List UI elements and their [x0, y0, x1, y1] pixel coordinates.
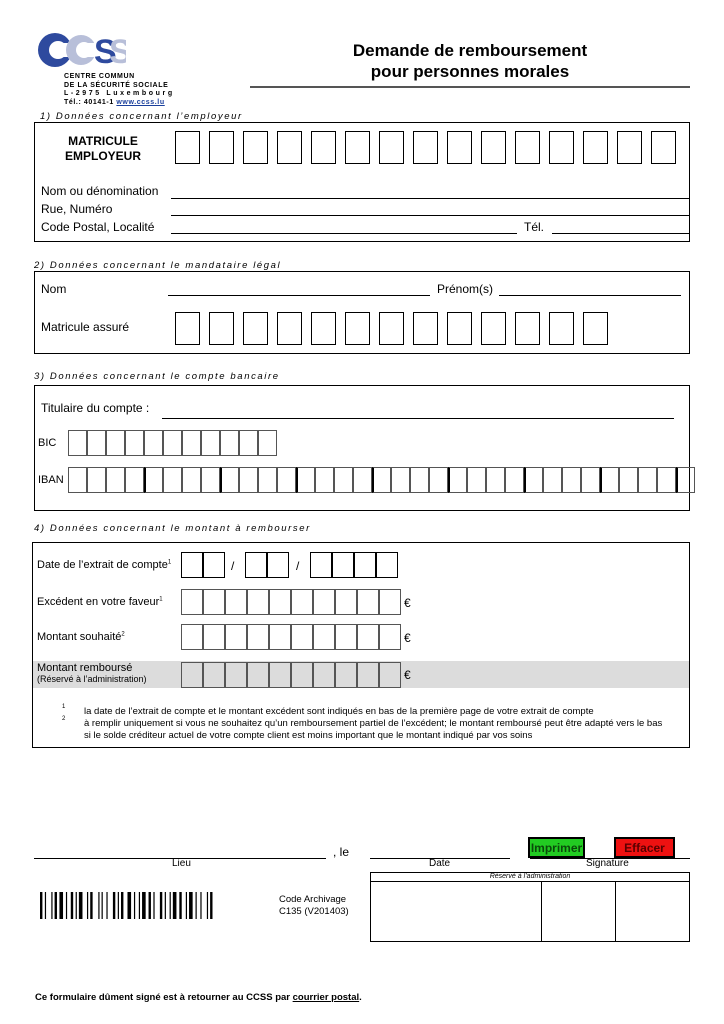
footnote-1: la date de l’extrait de compte et le montant excédent sont indiqués en bas de la première page de votre extrait de compte — [84, 706, 594, 717]
iban-cell[interactable] — [277, 467, 296, 493]
prenom-label: Prénom(s) — [437, 282, 494, 296]
prenom-input[interactable] — [499, 295, 681, 296]
matricule-employeur-cell[interactable] — [583, 131, 608, 164]
barcode-bar — [149, 892, 151, 919]
date-month-cell[interactable] — [245, 552, 267, 578]
excedent-cell[interactable] — [291, 589, 313, 615]
lieu-caption: Lieu — [172, 858, 191, 869]
matricule-assure-label: Matricule assuré — [41, 320, 130, 334]
iban-cell[interactable] — [676, 467, 695, 493]
barcode-bar — [40, 892, 42, 919]
footnote-2-num: 2 — [62, 716, 66, 722]
iban-cell[interactable] — [524, 467, 543, 493]
logo-line-1: CENTRE COMMUN — [64, 73, 135, 80]
matricule-assure-cell[interactable] — [549, 312, 574, 345]
barcode-bar — [71, 892, 73, 919]
date-slash-1: / — [231, 559, 235, 573]
rembourse-cell — [181, 662, 203, 688]
admin-reserved-box — [370, 872, 690, 942]
iban-cell[interactable] — [163, 467, 182, 493]
matricule-employeur-cell[interactable] — [175, 131, 200, 164]
barcode-bar — [79, 892, 83, 919]
matricule-assure-cell[interactable] — [277, 312, 302, 345]
nom-input[interactable] — [168, 295, 430, 296]
barcode-bar — [51, 892, 52, 919]
clear-button[interactable]: Effacer — [614, 837, 675, 858]
footnote-2-line-1: à remplir uniquement si vous ne souhaitez qu’un remboursement partiel de l’excédent; le montant remboursé peut être adapté vers le bas — [84, 718, 663, 729]
matricule-employeur-cell[interactable] — [379, 131, 404, 164]
iban-cell[interactable] — [315, 467, 334, 493]
montant-cell[interactable] — [379, 624, 401, 650]
matricule-assure-cell[interactable] — [345, 312, 370, 345]
barcode-bar — [179, 892, 181, 919]
montant-cell[interactable] — [181, 624, 203, 650]
montant-cell[interactable] — [225, 624, 247, 650]
euro-symbol-2: € — [404, 631, 411, 645]
montant-cell[interactable] — [357, 624, 379, 650]
iban-cell[interactable] — [239, 467, 258, 493]
title-rule — [250, 86, 690, 88]
iban-cell[interactable] — [543, 467, 562, 493]
date-year-cell[interactable] — [354, 552, 376, 578]
archive-code: Code Archivage C135 (V201403) — [279, 894, 349, 917]
tel-input[interactable] — [552, 233, 689, 234]
iban-cell[interactable] — [581, 467, 600, 493]
logo-tel: Tél.: 40141-1 — [64, 98, 114, 106]
matricule-employeur-cell[interactable] — [277, 131, 302, 164]
matricule-assure-cell[interactable] — [515, 312, 540, 345]
excedent-cell[interactable] — [313, 589, 335, 615]
iban-cell[interactable] — [391, 467, 410, 493]
excedent-cell[interactable] — [379, 589, 401, 615]
iban-cell[interactable] — [296, 467, 315, 493]
barcode-bar — [90, 892, 92, 919]
footnote-2-line-2: si le solde créditeur actuel de votre compte client est moins important que le montant indiqué par vos soins — [84, 730, 533, 741]
matricule-assure-cell[interactable] — [379, 312, 404, 345]
section-3-title: 3) Données concernant le compte bancaire — [34, 371, 280, 382]
matricule-employeur-cell[interactable] — [311, 131, 336, 164]
barcode-bar — [55, 892, 57, 919]
rembourse-cell — [291, 662, 313, 688]
excedent-cell[interactable] — [335, 589, 357, 615]
iban-cell[interactable] — [144, 467, 163, 493]
iban-cell[interactable] — [562, 467, 581, 493]
title-line-1: Demande de remboursement — [352, 41, 588, 60]
barcode-bar — [165, 892, 166, 919]
date-label: Date de l’extrait de compte$^1$ — [37, 559, 172, 571]
montant-cell[interactable] — [291, 624, 313, 650]
postal-label: Code Postal, Localité — [41, 220, 155, 234]
barcode-bar — [118, 892, 119, 919]
bic-cell[interactable] — [220, 430, 239, 456]
admin-divider-2 — [615, 881, 616, 942]
bic-cell[interactable] — [87, 430, 106, 456]
iban-cell[interactable] — [258, 467, 277, 493]
date-year-cell[interactable] — [332, 552, 354, 578]
iban-cell[interactable] — [182, 467, 201, 493]
date-month-cell[interactable] — [267, 552, 289, 578]
montant-cell[interactable] — [335, 624, 357, 650]
rembourse-cell — [313, 662, 335, 688]
iban-cell[interactable] — [353, 467, 372, 493]
barcode-bar — [87, 892, 88, 919]
date-caption: Date — [429, 858, 451, 869]
barcode-bar — [66, 892, 67, 919]
matricule-employeur-cell[interactable] — [447, 131, 472, 164]
iban-cell[interactable] — [657, 467, 676, 493]
footer-note: Ce formulaire dûment signé est à retourner au CCSS par courrier postal. — [35, 992, 362, 1003]
holder-input[interactable] — [162, 418, 674, 419]
date-year-cell[interactable] — [376, 552, 398, 578]
barcode-bar — [173, 892, 177, 919]
matricule-employeur-cell[interactable] — [243, 131, 268, 164]
excedent-cell[interactable] — [203, 589, 225, 615]
barcode-bar — [76, 892, 77, 919]
barcode-bar — [207, 892, 208, 919]
logo-line-3: L-2975 Luxembourg — [64, 90, 175, 97]
matricule-assure-cell[interactable] — [413, 312, 438, 345]
section-2-title: 2) Données concernant le mandataire légal — [34, 260, 282, 271]
montant-cell[interactable] — [247, 624, 269, 650]
page-title — [250, 40, 690, 82]
name-input[interactable] — [171, 198, 689, 199]
matricule-employeur-cell[interactable] — [651, 131, 676, 164]
admin-reserved-header-line — [370, 881, 690, 882]
archive-barcode — [40, 892, 250, 919]
excedent-label: Excédent en votre faveur$^1$ — [37, 596, 163, 608]
iban-cell[interactable] — [125, 467, 144, 493]
iban-cell[interactable] — [334, 467, 353, 493]
barcode-bar — [189, 892, 193, 919]
rembourse-cell — [247, 662, 269, 688]
date-year-cell[interactable] — [310, 552, 332, 578]
title-line-2: pour personnes morales — [370, 62, 570, 81]
montant-label: Montant souhaité$^2$ — [37, 631, 125, 643]
barcode-bar — [127, 892, 131, 919]
matricule-employeur-cell[interactable] — [209, 131, 234, 164]
street-label: Rue, Numéro — [41, 202, 113, 216]
iban-cell[interactable] — [220, 467, 239, 493]
barcode-bar — [139, 892, 140, 919]
iban-cell[interactable] — [638, 467, 657, 493]
iban-cell[interactable] — [619, 467, 638, 493]
rembourse-cell — [269, 662, 291, 688]
barcode-bar — [196, 892, 197, 919]
barcode-bar — [45, 892, 46, 919]
montant-cell[interactable] — [313, 624, 335, 650]
matricule-employeur-cell[interactable] — [413, 131, 438, 164]
matricule-assure-cell[interactable] — [583, 312, 608, 345]
montant-cell[interactable] — [269, 624, 291, 650]
rembourse-cell — [335, 662, 357, 688]
bic-cell[interactable] — [68, 430, 87, 456]
holder-label: Titulaire du compte : — [41, 401, 150, 415]
name-label: Nom ou dénomination — [41, 184, 159, 198]
iban-cell[interactable] — [201, 467, 220, 493]
barcode-bar — [113, 892, 115, 919]
street-input[interactable] — [171, 215, 689, 216]
barcode-bar — [210, 892, 212, 919]
bic-cell[interactable] — [239, 430, 258, 456]
date-slash-2: / — [296, 559, 300, 573]
matricule-employeur-cell[interactable] — [481, 131, 506, 164]
nom-label: Nom — [41, 282, 67, 296]
euro-symbol-3: € — [404, 668, 411, 682]
iban-cell[interactable] — [87, 467, 106, 493]
iban-cell[interactable] — [486, 467, 505, 493]
matricule-assure-cell[interactable] — [481, 312, 506, 345]
excedent-cell[interactable] — [225, 589, 247, 615]
matricule-employeur-cell[interactable] — [515, 131, 540, 164]
barcode-bar — [186, 892, 187, 919]
rembourse-cell — [379, 662, 401, 688]
rembourse-cell — [357, 662, 379, 688]
iban-cell[interactable] — [467, 467, 486, 493]
matricule-employeur-cell[interactable] — [617, 131, 642, 164]
iban-cell[interactable] — [372, 467, 391, 493]
matricule-assure-cell[interactable] — [209, 312, 234, 345]
bic-cell[interactable] — [182, 430, 201, 456]
rembourse-cell — [225, 662, 247, 688]
matricule-assure-cell[interactable] — [243, 312, 268, 345]
iban-cell[interactable] — [410, 467, 429, 493]
barcode-bar — [121, 892, 123, 919]
logo-address — [64, 73, 184, 107]
matricule-assure-cell[interactable] — [311, 312, 336, 345]
bic-label: BIC — [38, 437, 57, 449]
section-1-title: 1) Données concernant l’employeur — [40, 111, 243, 122]
website-link[interactable]: www.ccss.lu — [116, 98, 165, 106]
iban-cell[interactable] — [68, 467, 87, 493]
matricule-assure-cell[interactable] — [175, 312, 200, 345]
bic-cell[interactable] — [258, 430, 277, 456]
section-4-title: 4) Données concernant le montant à rembourser — [34, 523, 311, 534]
date-day-cell[interactable] — [203, 552, 225, 578]
matricule-employeur-cell[interactable] — [345, 131, 370, 164]
matricule-employeur-cell[interactable] — [549, 131, 574, 164]
logo-line-2: DE LA SÉCURITÉ SOCIALE — [64, 81, 169, 89]
iban-cell[interactable] — [600, 467, 619, 493]
iban-cell[interactable] — [106, 467, 125, 493]
iban-cell[interactable] — [429, 467, 448, 493]
matricule-employeur-label: MATRICULE EMPLOYEUR — [64, 134, 141, 163]
matricule-assure-cell[interactable] — [447, 312, 472, 345]
barcode-bar — [59, 892, 63, 919]
iban-label: IBAN — [38, 474, 64, 486]
barcode-bar — [153, 892, 154, 919]
bic-cell[interactable] — [106, 430, 125, 456]
barcode-bar — [106, 892, 107, 919]
montant-cell[interactable] — [203, 624, 225, 650]
barcode-bar — [160, 892, 162, 919]
svg-text:S: S — [109, 33, 126, 70]
barcode-bar — [134, 892, 135, 919]
barcode-bar — [170, 892, 171, 919]
barcode-bar — [200, 892, 201, 919]
admin-divider-1 — [541, 881, 542, 942]
rembourse-cell — [203, 662, 225, 688]
bic-cell[interactable] — [125, 430, 144, 456]
barcode-bar — [98, 892, 99, 919]
footnote-1-num: 1 — [62, 704, 66, 710]
excedent-cell[interactable] — [357, 589, 379, 615]
excedent-cell[interactable] — [181, 589, 203, 615]
excedent-cell[interactable] — [247, 589, 269, 615]
svg-text:S: S — [94, 33, 117, 70]
postal-input[interactable] — [171, 233, 517, 234]
barcode-bar — [102, 892, 103, 919]
ccss-logo — [36, 30, 126, 70]
barcode-bar — [142, 892, 146, 919]
excedent-cell[interactable] — [269, 589, 291, 615]
signature-caption: Signature — [586, 858, 629, 869]
bic-cell[interactable] — [163, 430, 182, 456]
admin-reserved-label: Réservé à l’administration — [489, 873, 571, 880]
euro-symbol-1: € — [404, 596, 411, 610]
tel-label: Tél. — [524, 220, 545, 234]
print-button[interactable]: Imprimer — [528, 837, 585, 858]
date-day-cell[interactable] — [181, 552, 203, 578]
iban-cell[interactable] — [448, 467, 467, 493]
rembourse-label: Montant remboursé (Réservé à l’administration) — [37, 662, 147, 684]
le-text: , le — [333, 845, 350, 859]
bic-cell[interactable] — [201, 430, 220, 456]
iban-cell[interactable] — [505, 467, 524, 493]
bic-cell[interactable] — [144, 430, 163, 456]
